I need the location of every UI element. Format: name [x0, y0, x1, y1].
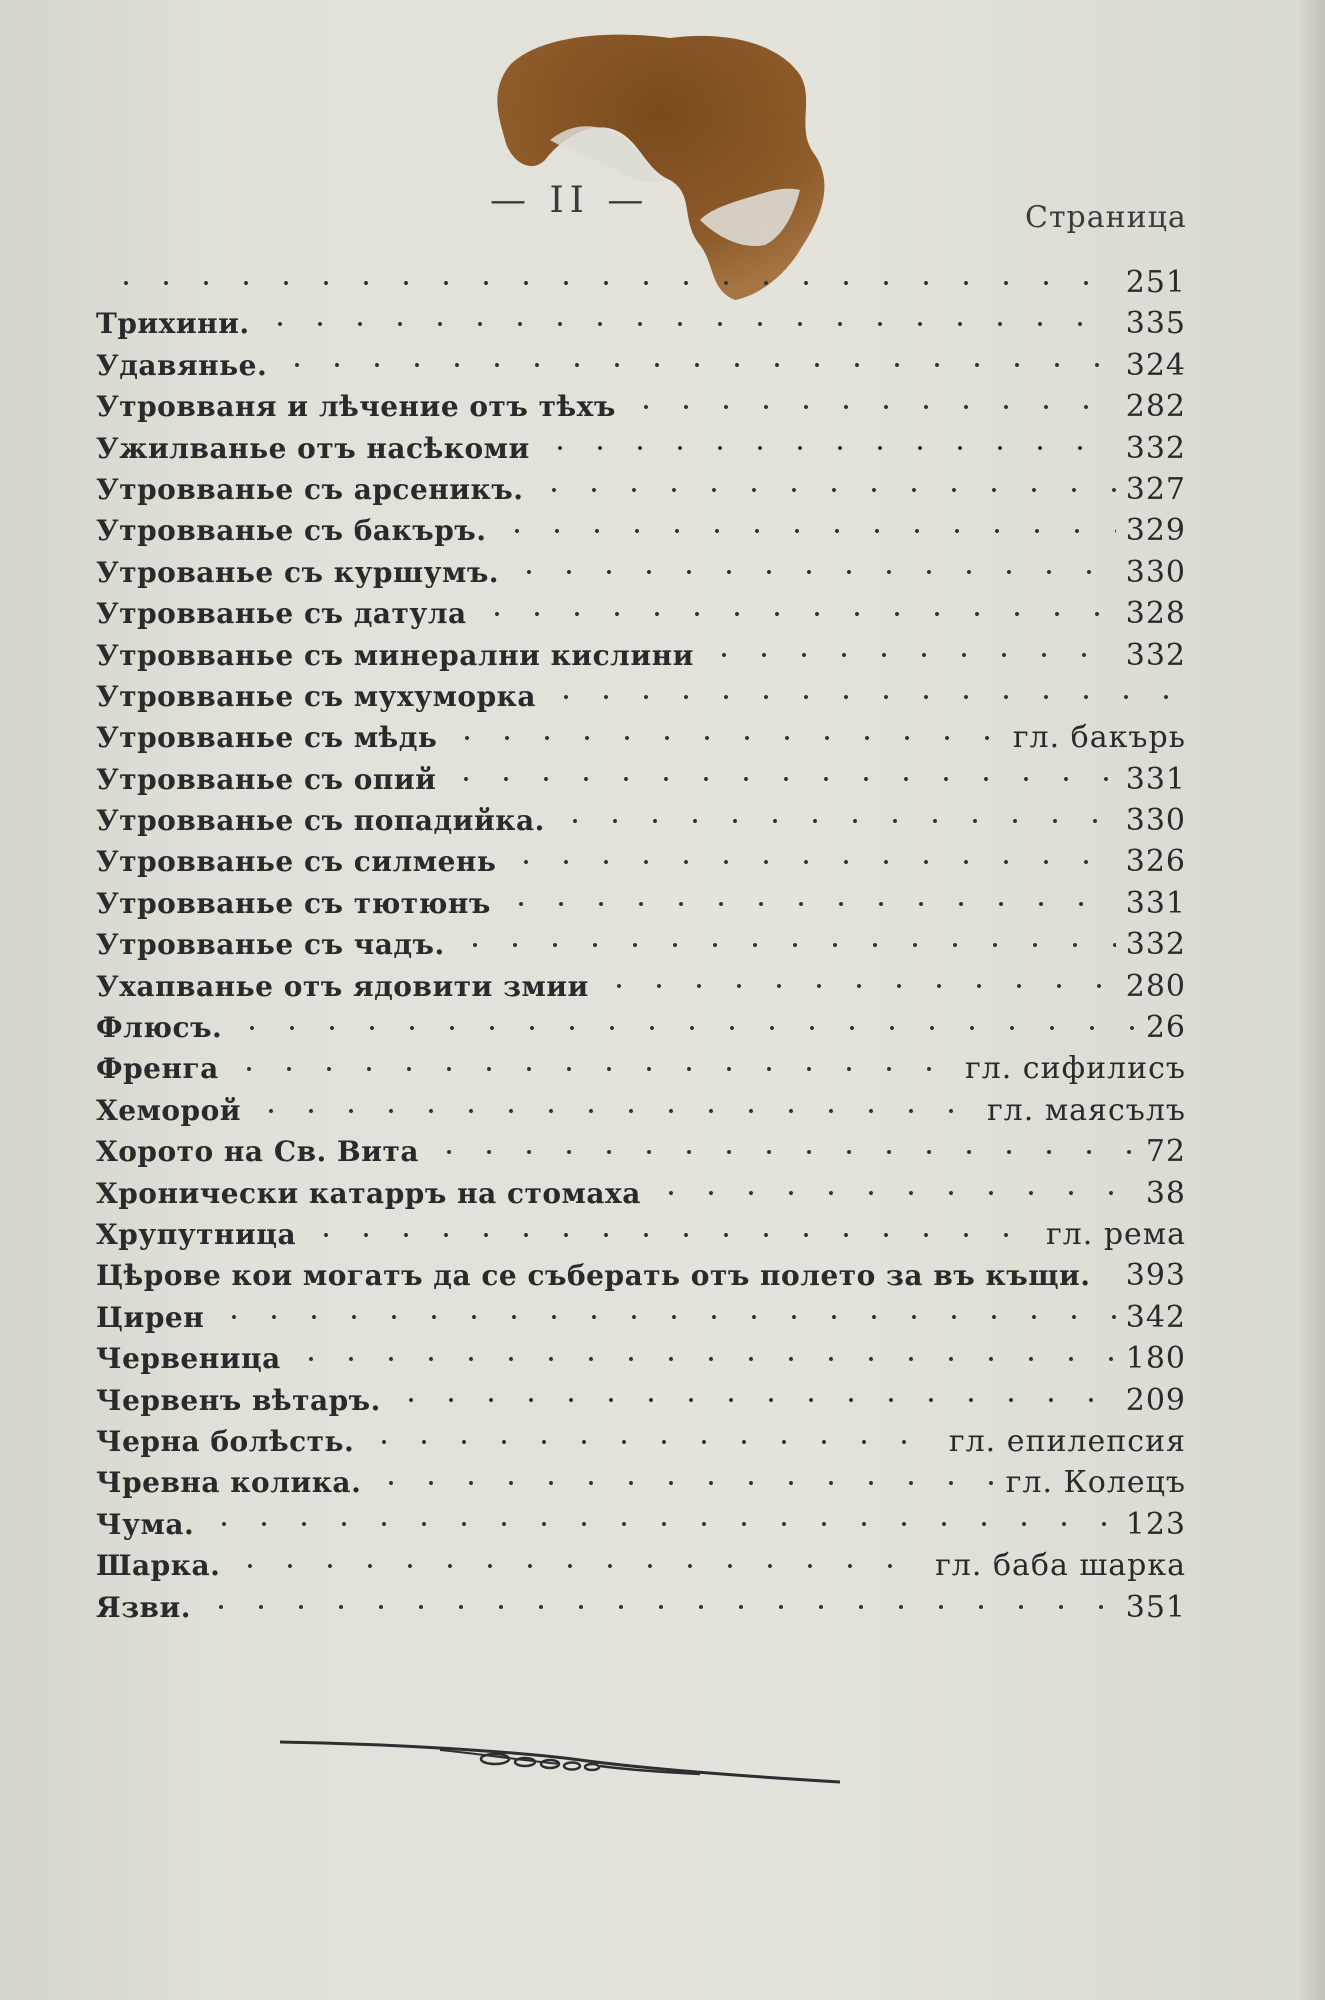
entry-title: Утровванье съ силмень [96, 845, 497, 879]
dot-leader [506, 857, 1115, 867]
index-entry [96, 841, 1186, 882]
dot-leader [230, 1561, 925, 1571]
index-entry [96, 386, 1186, 427]
entry-page-ref: 332 [1125, 637, 1186, 673]
dot-leader [214, 1312, 1116, 1322]
index-entry [96, 1214, 1186, 1255]
index-entry [96, 1007, 1186, 1048]
index-entry [96, 593, 1186, 634]
index-entry [96, 510, 1186, 551]
entry-title: Утровванье съ чадъ. [96, 928, 445, 962]
entry-title: Хеморой [96, 1093, 242, 1127]
entry-title: Утровванье съ попадийка. [96, 804, 545, 838]
page-edge-shadow [1297, 0, 1325, 2000]
index-entry [96, 428, 1186, 469]
index-entry [96, 1255, 1186, 1296]
dot-leader [371, 1478, 995, 1488]
index-entry [96, 1504, 1186, 1545]
index-entry [96, 676, 1186, 717]
entry-title: Трихини. [96, 307, 250, 341]
entry-page-ref: гл. маясълъ [986, 1092, 1186, 1128]
dot-leader [229, 1064, 955, 1074]
entry-title: Червенъ вѣтаръ. [96, 1383, 381, 1417]
entry-page-ref: 330 [1125, 554, 1186, 590]
entry-title: Хронически катарръ на стомаха [96, 1176, 641, 1210]
dot-leader [306, 1230, 1036, 1240]
index-entry [96, 1048, 1186, 1089]
entry-page-ref: 342 [1125, 1299, 1186, 1335]
dot-leader [447, 733, 1002, 743]
entry-page-ref: 331 [1125, 761, 1186, 797]
dot-leader [1101, 1271, 1116, 1281]
index-entry [96, 1587, 1186, 1628]
entry-title: Удавянье. [96, 348, 268, 382]
dot-leader [429, 1147, 1136, 1157]
entry-title: Утровванье съ бакъръ. [96, 514, 487, 548]
index-entry [96, 303, 1186, 344]
dot-leader [626, 402, 1116, 412]
index-entry [96, 345, 1186, 386]
index-entry [96, 966, 1186, 1007]
decorative-rule-ornament [280, 1730, 840, 1790]
entry-title: Утровванье съ опий [96, 762, 437, 796]
column-header: Страница [1025, 200, 1187, 235]
entry-page-ref: 331 [1125, 885, 1186, 921]
dot-leader [391, 1395, 1116, 1405]
index-entry [96, 1462, 1186, 1503]
index-entry [96, 262, 1186, 303]
entry-title: Утрованье съ куршумъ. [96, 555, 500, 589]
entry-title: Цѣрове кои могатъ да се съберать отъ полето за въ къщи. [96, 1259, 1091, 1293]
entry-page-ref: 329 [1125, 513, 1186, 549]
dot-leader [106, 278, 1116, 288]
entry-title: Ужилванье отъ насѣкоми [96, 431, 530, 465]
entry-page-ref: 332 [1125, 927, 1186, 963]
dot-leader [251, 1106, 977, 1116]
entry-page-ref: 335 [1125, 306, 1186, 342]
entry-title: Утровванье съ арсеникъ. [96, 472, 524, 506]
entry-page-ref: 326 [1125, 844, 1186, 880]
index-entry [96, 759, 1186, 800]
entry-page-ref: 26 [1145, 1010, 1186, 1046]
dot-leader [599, 981, 1116, 991]
dot-leader [651, 1188, 1136, 1198]
entry-title: Ухапванье отъ ядовити змии [96, 969, 589, 1003]
dot-leader [497, 526, 1116, 536]
entry-title: Хорото на Св. Вита [96, 1135, 419, 1169]
dot-leader [477, 609, 1116, 619]
dot-leader [260, 319, 1116, 329]
index-entry [96, 635, 1186, 676]
entry-page-ref: 282 [1125, 389, 1186, 425]
dot-leader [501, 899, 1116, 909]
index-entry [96, 1421, 1186, 1462]
dot-leader [534, 485, 1116, 495]
entry-page-ref: гл. баба шарка [935, 1548, 1186, 1584]
entry-title: Хрупутница [96, 1217, 297, 1251]
index-entry [96, 1338, 1186, 1379]
index-entry [96, 800, 1186, 841]
entry-title: Утровваня и лѣчение отъ тѣхъ [96, 390, 616, 424]
page-number: — II — [490, 180, 650, 221]
entry-page-ref: гл. сифилисъ [964, 1051, 1186, 1087]
index-entry [96, 1545, 1186, 1586]
index-list [96, 262, 1186, 1628]
dot-leader [555, 816, 1116, 826]
entry-title: Язви. [96, 1590, 192, 1624]
entry-page-ref: гл. епилепсия [948, 1423, 1186, 1459]
index-entry [96, 1090, 1186, 1131]
entry-page-ref: гл. бакърь [1012, 720, 1186, 756]
dot-leader [546, 692, 1176, 702]
entry-page-ref: 330 [1125, 803, 1186, 839]
entry-title: Утровванье съ мухуморка [96, 679, 537, 713]
entry-page-ref: 327 [1125, 471, 1186, 507]
index-entry [96, 552, 1186, 593]
dot-leader [291, 1354, 1116, 1364]
dot-leader [446, 774, 1115, 784]
entry-title: Шарка. [96, 1549, 221, 1583]
index-entry [96, 1297, 1186, 1338]
entry-title: Утровванье съ датула [96, 597, 467, 631]
dot-leader [277, 360, 1116, 370]
entry-page-ref: 332 [1125, 430, 1186, 466]
entry-title: Флюсъ. [96, 1011, 223, 1045]
entry-title: Черна болѣсть. [96, 1424, 355, 1458]
entry-page-ref: гл. рема [1045, 1216, 1186, 1252]
entry-page-ref: 38 [1145, 1175, 1186, 1211]
index-entry [96, 1380, 1186, 1421]
entry-page-ref: 351 [1125, 1589, 1186, 1625]
entry-title: Цирен [96, 1300, 205, 1334]
entry-title: Чревна колика. [96, 1466, 362, 1500]
index-entry [96, 717, 1186, 758]
entry-page-ref: гл. Колецъ [1005, 1465, 1186, 1501]
dot-leader [201, 1602, 1116, 1612]
index-entry [96, 883, 1186, 924]
entry-title: Утровванье съ минерални кислини [96, 638, 694, 672]
dot-leader [509, 567, 1116, 577]
entry-page-ref: 324 [1125, 347, 1186, 383]
entry-page-ref: 72 [1145, 1134, 1186, 1170]
entry-page-ref: 209 [1125, 1382, 1186, 1418]
entry-title: Чума. [96, 1507, 195, 1541]
entry-title: Утровванье съ мѣдь [96, 721, 438, 755]
entry-page-ref: 180 [1125, 1341, 1186, 1377]
index-entry [96, 1173, 1186, 1214]
index-entry [96, 924, 1186, 965]
entry-page-ref: 251 [1125, 265, 1186, 300]
dot-leader [364, 1437, 939, 1447]
dot-leader [232, 1023, 1136, 1033]
dot-leader [455, 940, 1116, 950]
entry-title: Френга [96, 1052, 219, 1086]
entry-title: Утровванье съ тютюнъ [96, 886, 491, 920]
index-entry [96, 1131, 1186, 1172]
entry-title: Червеница [96, 1342, 281, 1376]
entry-page-ref: 280 [1125, 968, 1186, 1004]
entry-page-ref: 393 [1125, 1258, 1186, 1294]
dot-leader [540, 443, 1116, 453]
entry-page-ref: 123 [1125, 1506, 1186, 1542]
index-entry [96, 469, 1186, 510]
entry-page-ref: 328 [1125, 596, 1186, 632]
dot-leader [204, 1519, 1116, 1529]
dot-leader [704, 650, 1116, 660]
